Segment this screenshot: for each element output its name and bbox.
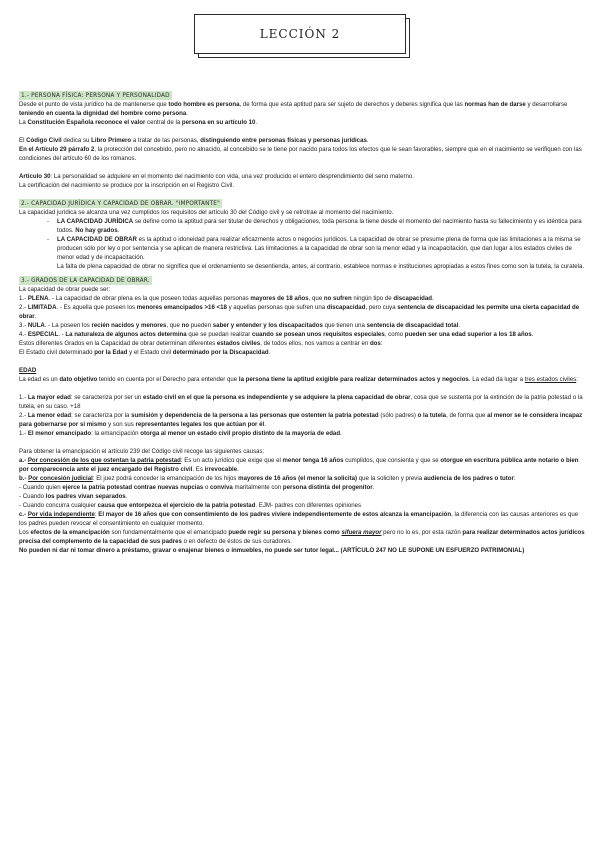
title-frame — [194, 14, 410, 60]
s2-bullet-capacidad-juridica: - LA CAPACIDAD JURÍDICA se define como la aptitud para ser titular de derechos y obligaciones, toda persona la tiene desde el momento del nacimiento hasta su fallecimiento y es idéntica para todos. No hay grados. — [57, 217, 585, 235]
s2-bullet-list — [19, 217, 585, 262]
edad-heading: EDAD — [19, 367, 37, 374]
document-body — [19, 91, 585, 555]
s2-bullet-continuation: La falta de plena capacidad de obrar no significa que el ordenamiento se desentienda, antes, al contrario, establece normas e instituciones apropiadas a estos fines como son la tutela, la curatela. — [57, 263, 585, 270]
estado-mayor-edad: 1.- La mayor edad: se caracteriza por ser un estado civil en el que la persona es independiente y se adquiere la plena capacidad de obrar, cosa que se sustenta por la extinción de la patria potestad o la tutela, en su caso. +18 — [19, 394, 583, 410]
grado-nula: 3.- NULA. - La poseen los recién nacidos y menores, que no pueden saber y entender y los discapacitados que tienen una sentencia de discapacidad total. — [19, 322, 461, 329]
estado-menor-edad: 2.- La menor edad: se caracteriza por la sumisión y dependencia de la persona a las personas que ostenten la patria potestad (sólo padres) o la tutela, de forma que al menor se le considera incapaz para gobernarse por sí mismo y son sus representantes legales los que actúan por él. — [19, 412, 583, 428]
s1-paragraph-6: La certificación del nacimiento se produce por la inscripción en el Registro Civil. — [19, 182, 235, 189]
section-2-heading: 2.- CAPACIDAD JURÍDICA Y CAPACIDAD DE OBRAR. "IMPORTANTE" — [21, 199, 220, 207]
s1-paragraph-2: La Constitución Española reconoce el valor central de la persona en su artículo 10. — [19, 119, 258, 126]
causa-b: b.- Por concesión judicial: El juez podrá conceder la emancipación de los hijos mayores de 16 años (el menor la solicita) que la soliciten y previa audiencia de los padres o tutor: — [19, 475, 516, 482]
s3-paragraph-1: Estos diferentes Grados en la Capacidad de obrar determinan diferentes estados civiles, de todos ellos, nos vamos a centrar en dos: — [19, 340, 383, 347]
limitaciones-emancipado: No pueden ni dar ni tomar dinero a préstamo, gravar o enajenar bienes o inmuebles, no puede ser tutor legal... (ARTÍCULO 247 NO LE SUPONE UN ESFUERZO PATRIMONIAL) — [19, 547, 525, 554]
edad-paragraph-1: La edad es un dato objetivo tenido en cuenta por el Derecho para entender que la persona tiene la aptitud exigible para realizar determinados actos y negocios. La edad da lugar a tres estados civiles: — [19, 376, 578, 383]
s3-intro: La capacidad de obrar puede ser: — [19, 286, 111, 293]
grado-plena: 1.- PLENA. - La capacidad de obrar plena es la que poseen todas aquellas personas mayores de 18 años, que no sufren ningún tipo de discapacidad. — [19, 295, 434, 302]
section-1-heading: 1.- PERSONA FÍSICA: PERSONA Y PERSONALIDAD — [21, 91, 170, 99]
s3-paragraph-2: El Estado civil determinado por la Edad y el Estado civil determinado por la Discapacidad. — [19, 349, 271, 356]
s1-paragraph-1: Desde el punto de vista jurídico ha de mantenerse que todo hombre es persona, de forma que esta aptitud para ser sujeto de derechos y deberes significa que las normas han de darse y desarrollarse teniendo en cuenta la dignidad del hombre como persona. — [19, 101, 568, 117]
grado-especial: 4.- ESPECIAL. - La naturaleza de algunos actos determina que se puedan realizar cuando se posean unos requisitos especiales, como pueden ser una edad superior a los 18 años. — [19, 331, 534, 338]
s1-paragraph-3: El Código Civil dedica su Libro Primero a tratar de las personas, distinguiendo entre personas físicas y personas jurídicas. — [19, 137, 369, 144]
causa-b-3: - Cuando concurra cualquier causa que entorpezca el ejercicio de la patria potestad. EJM- padres con diferentes opiniones — [19, 502, 362, 509]
section-3-heading: 3.- GRADOS DE LA CAPACIDAD DE OBRAR. — [21, 276, 150, 284]
grado-limitada: 2.- LIMITADA. - Es aquella que poseen los menores emancipados >16 <18 y aquellas personas que sufren una discapacidad, pero cuya sentencia de discapacidad les permite una cierta capacidad de obrar. — [19, 304, 580, 320]
page-title: LECCIÓN 2 — [194, 14, 406, 54]
causa-a: a.- Por concesión de los que ostentan la patria potestad: Es un acto jurídico que exige que el menor tenga 16 años cumplidos, que consienta y que se otorgue en escritura pública ante notario o bien por comparecencia ante el juez encargado del Registro civil. Es irrevocable. — [19, 457, 579, 473]
s1-paragraph-5: Artículo 30: La personalidad se adquiere en el momento del nacimiento con vida, una vez producido el entero desprendimiento del seno materno. — [19, 173, 414, 180]
causas-intro: Para obtener la emancipación el artículo 239 del Código civil recoge las siguientes causas: — [19, 448, 265, 455]
causa-b-2: - Cuando los padres vivan separados. — [19, 493, 128, 500]
s2-intro: La capacidad jurídica se alcanza una vez cumplidos los requisitos del artículo 30 del Código civil y se retrotrae al momento del nacimiento. — [19, 209, 394, 216]
s1-paragraph-4: En el Artículo 29 párrafo 2, la protección del concebido, pero no alnacido, al concebido se le tiene por nacido para todos los efectos que le sean favorables, siempre que en el nacimiento se verifiquen con las condiciones del artículo 60 de los romanos. — [19, 146, 582, 162]
causa-b-1: - Cuando quien ejerce la patria potestad contrae nuevas nupcias o conviva maritalmente con persona distinta del progenitor. — [19, 484, 375, 491]
causa-c: c.- Por vida independiente: El mayor de 16 años que con consentimiento de los padres viviere independientemente de estos alcanza la emancipación, la diferencia con las causas anteriores es que los padres pueden revocar el consentimiento en cualquier momento. — [19, 511, 579, 527]
s2-bullet-capacidad-obrar: - LA CAPACIDAD DE OBRAR es la aptitud o idoneidad para realizar eficazmente actos o negocios jurídicos. La capacidad de obrar se presume plena de forma que las limitaciones a la misma se producen sólo por ley o por sentencia y se aplican de manera restrictiva. Las limitaciones a la capacidad de obrar son la menor edad y la incapacitación, que dan lugar a los estados civiles de menor edad y de incapacitación. — [57, 235, 585, 262]
efectos-emancipacion: Los efectos de la emancipación son fundamentalmente que el emancipado puede regir su persona y bienes como sifuera mayor pero no lo es, por esta razón para realizar determinados actos jurídicos precisa del complemento de la capacidad de sus padres o en defecto de éstos de sus curadores. — [19, 529, 585, 545]
estado-menor-emancipado: 1.- El menor emancipado: la emancipación otorga al menor un estado civil propio distinto de la mayoría de edad. — [19, 430, 342, 437]
